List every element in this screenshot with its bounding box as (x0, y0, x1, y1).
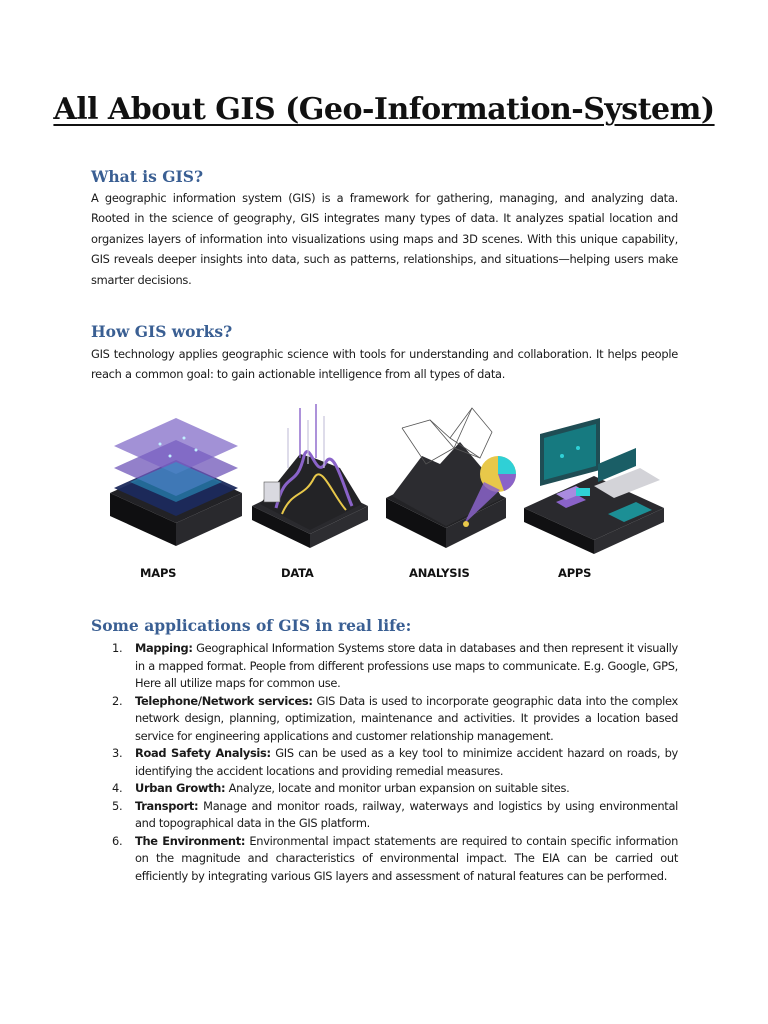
list-item: 3. Road Safety Analysis: GIS can be used as a key tool to minimize accident hazard on roads, by identifying the accident locations and providing remedial measures. (112, 746, 678, 778)
document-title: All About GIS (Geo-Information-System) (53, 92, 715, 127)
label-data: DATA (281, 566, 314, 580)
section-body-what-is-gis: A geographic information system (GIS) is a framework for gathering, managing, and analyzing data. Rooted in the science of geography, GIS integrates many types of data. It analyzes spatial location and organizes layers of information into visualizations using maps and 3D scenes. With this unique capability, GIS reveals deeper insights into data, such as patterns, relationships, and situations—helping users make smarter decisions. (91, 191, 678, 287)
list-item: 4. Urban Growth: Analyze, locate and monitor urban expansion on suitable sites. (112, 781, 570, 795)
label-apps: APPS (558, 566, 592, 580)
data-illustration (252, 404, 368, 548)
list-item: 6. The Environment: Environmental impact statements are required to contain specific information on the magnitude and characteristics of environmental impact. The EIA can be carried out efficiently by integrating various GIS layers and assessment of natural features can be performed. (112, 833, 678, 883)
label-analysis: ANALYSIS (409, 566, 470, 580)
maps-illustration (110, 418, 242, 546)
gis-illustration (100, 398, 670, 558)
section-heading-what-is-gis: What is GIS? (91, 167, 204, 186)
section-heading-applications: Some applications of GIS in real life: (91, 616, 412, 635)
section-heading-how-gis-works: How GIS works? (91, 322, 233, 341)
label-maps: MAPS (140, 566, 177, 580)
list-item: 2. Telephone/Network services: GIS Data is used to incorporate geographic data into the complex network design, planning, optimization, maintenance and activities. It provides a location based service for engineering applications and customer relationship management. (112, 693, 678, 743)
analysis-illustration (386, 408, 516, 548)
applications-list (91, 640, 678, 885)
list-item: 5. Transport: Manage and monitor roads, railway, waterways and logistics by using environmental and topographical data in the GIS platform. (112, 798, 678, 830)
section-body-how-gis-works: GIS technology applies geographic science with tools for understanding and collaboration. It helps people reach a common goal: to gain actionable intelligence from all types of data. (91, 347, 678, 382)
illustration-labels (0, 566, 768, 582)
apps-illustration (524, 418, 664, 554)
list-item: 1. Mapping: Geographical Information Systems store data in databases and then represent it visually in a mapped format. People from different professions use maps to communicate. E.g. Google, GPS, Here all utilize maps for common use. (112, 641, 678, 690)
